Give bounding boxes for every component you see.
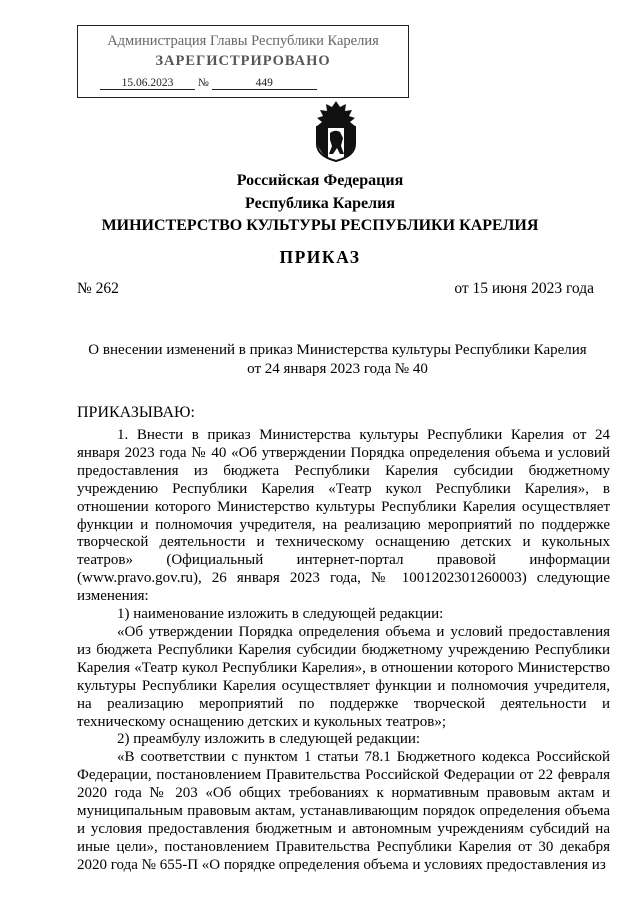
- order-word: ПРИКАЗЫВАЮ:: [77, 404, 195, 421]
- paragraph-4: 2) преамбулу изложить в следующей редакции:: [117, 731, 421, 748]
- document-number: № 262: [77, 280, 119, 297]
- paragraph-5: «В соответствии с пунктом 1 статьи 78.1 Бюджетного кодекса Российской Федерации, постановлением Правительства Российской Федерации от 22 февраля 2020 года № 203 «Об общих требованиях к нормативным правовым актам и муниципальным правовым актам, устанавливающим порядок определения объема и условия предоставления бюджетным и автономным учреждениям субсидий на иные цели», постановлением Правительства Республики Карелия от 30 декабря 2020 года № 655-П «О порядке определения объема и условиях предоставления из: [77, 749, 610, 873]
- stamp-date: 15.06.2023: [100, 77, 195, 90]
- paragraph-2: 1) наименование изложить в следующей редакции:: [117, 606, 444, 623]
- stamp-number-sign: №: [197, 77, 209, 89]
- header-republic: Республика Карелия: [245, 195, 395, 212]
- registration-stamp: [77, 25, 409, 98]
- subject-line-2: от 24 января 2023 года № 40: [247, 361, 428, 377]
- stamp-registration-details: [100, 77, 317, 90]
- coat-of-arms-icon: [313, 100, 359, 162]
- document-body: [77, 427, 610, 875]
- stamp-registered: ЗАРЕГИСТРИРОВАНО: [155, 53, 331, 69]
- stamp-number: 449: [212, 77, 317, 90]
- paragraph-1: 1. Внести в приказ Министерства культуры Республики Карелия от 24 января 2023 года № 40 «Об утверждении Порядка определения объема и условий предоставления из бюджета Республики Карелия субсидии бюджетному учреждению Республики Карелия «Театр кукол Республики Карелия», в отношении которого Министерство культуры Республики Карелия осуществляет функции и полномочия учредителя, на реализацию мероприятий по поддержке творческой деятельности и техническому оснащению детских и кукольных театров» (Официальный интернет-портал правовой информации (www.pravo.gov.ru), 26 января 2023 года, № 1001202301260003) следующие изменения:: [77, 427, 610, 605]
- paragraph-3: «Об утверждении Порядка определения объема и условий предоставления из бюджета Республики Карелия субсидии бюджетному учреждению Республики Карелия «Театр кукол Республики Карелия», в отношении которого Министерство культуры Республики Карелия осуществляет функции и полномочия учредителя, на реализацию мероприятий по поддержке творческой деятельности и техническому оснащению детских и кукольных театров»;: [77, 623, 610, 730]
- subject-line-1: О внесении изменений в приказ Министерства культуры Республики Карелия: [88, 342, 587, 358]
- header-country: Российская Федерация: [236, 172, 404, 189]
- stamp-authority: Администрация Главы Республики Карелия: [107, 33, 379, 49]
- header-ministry: МИНИСТЕРСТВО КУЛЬТУРЫ РЕСПУБЛИКИ КАРЕЛИЯ: [101, 217, 539, 234]
- document-date: от 15 июня 2023 года: [454, 280, 594, 297]
- document-type: ПРИКАЗ: [279, 247, 361, 267]
